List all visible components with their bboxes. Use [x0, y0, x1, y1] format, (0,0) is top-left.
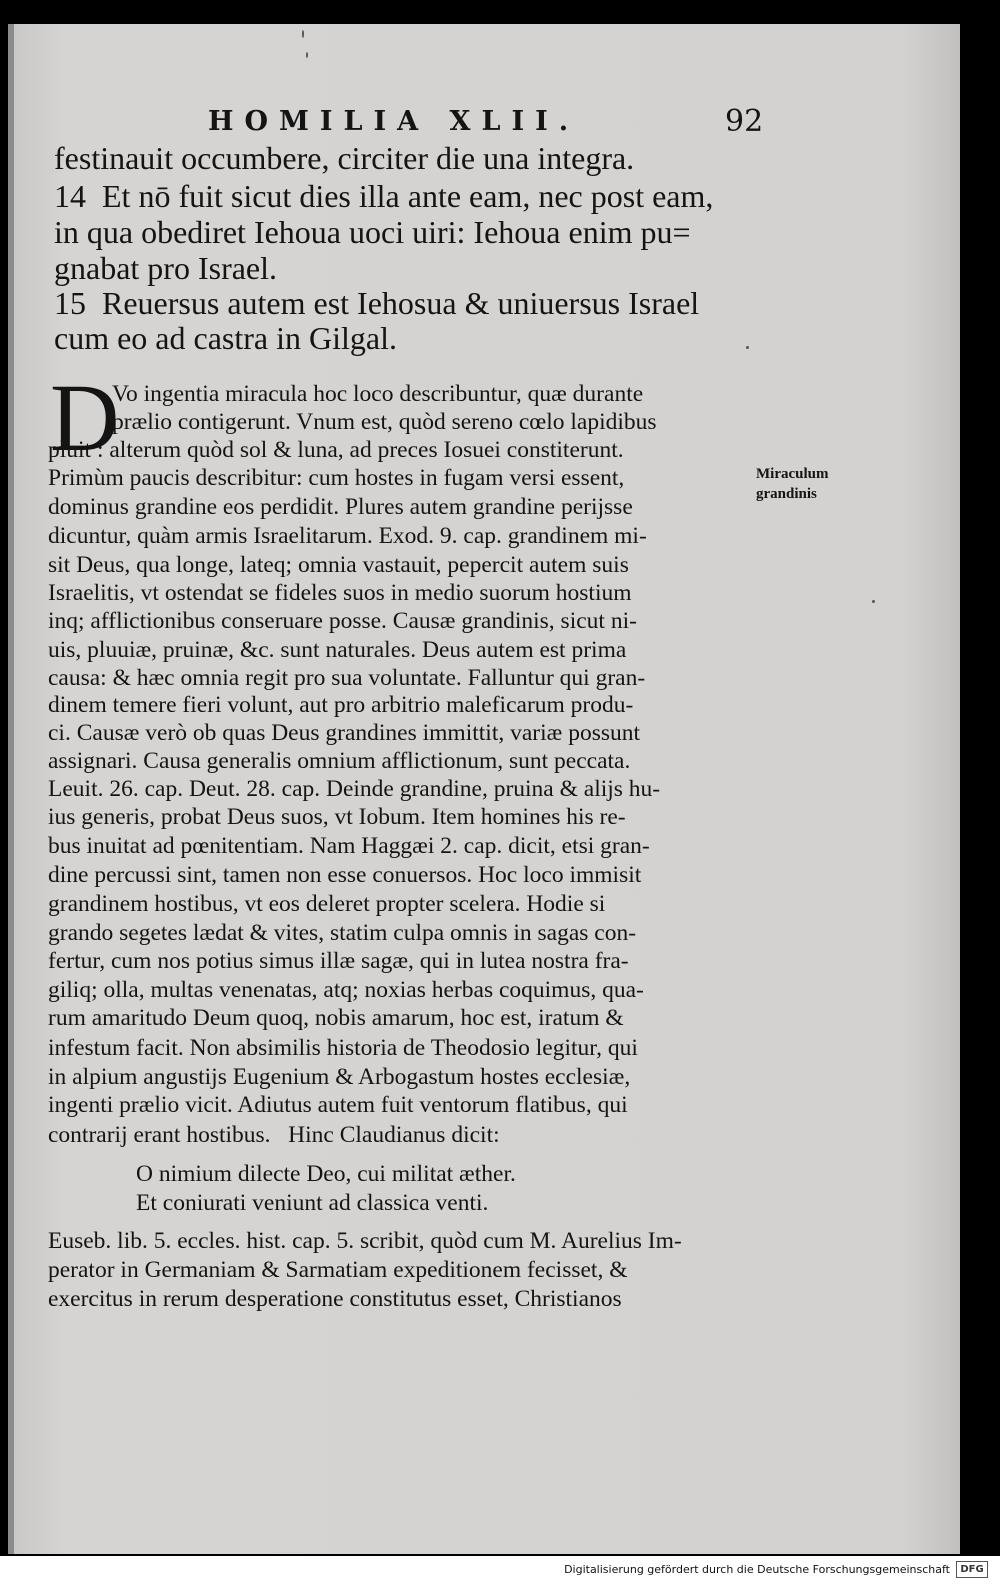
- body-line: grandinem hostibus, vt eos deleret propter scelera. Hodie si: [48, 891, 606, 917]
- body-line: ci. Causæ verò ob quas Deus grandines immittit, variæ possunt: [48, 720, 641, 746]
- body-line: Leuit. 26. cap. Deut. 28. cap. Deinde grandine, pruina & alijs hu-: [48, 776, 661, 802]
- verse-line: gnabat pro Israel.: [54, 250, 278, 286]
- body-line: pluit : alterum quòd sol & luna, ad preces Iosuei constiterunt.: [48, 437, 624, 463]
- ink-speck: [306, 52, 308, 58]
- body-line: grando segetes lædat & vites, statim culpa omnis in sagas con-: [48, 920, 637, 946]
- verse-line: 14 Et nō fuit sicut dies illa ante eam, nec post eam,: [54, 178, 714, 214]
- body-line: giliq; olla, multas venenatas, atq; noxias herbas coquimus, qua-: [48, 977, 644, 1003]
- marginal-note-line: Miraculum: [756, 466, 829, 482]
- ink-speck: [302, 30, 304, 38]
- body-line: bus inuitat ad pœnitentiam. Nam Haggæi 2. cap. dicit, etsi gran-: [48, 833, 650, 859]
- verse-line: cum eo ad castra in Gilgal.: [54, 320, 397, 356]
- body-line: ius generis, probat Deus suos, vt Iobum. Item homines his re-: [48, 804, 626, 830]
- body-line: dominus grandine eos perdidit. Plures autem grandine perijsse: [48, 494, 633, 520]
- body-line: dicuntur, quàm armis Israelitarum. Exod. 9. cap. grandinem mi-: [48, 523, 647, 549]
- body-line: Israelitis, vt ostendat se fideles suos in medio suorum hostium: [48, 580, 632, 606]
- body-line: dinem temere fieri volunt, aut pro arbitrio maleficarum produ-: [48, 692, 634, 718]
- page-gutter-shadow: [8, 24, 14, 1554]
- verse-line: in qua obediret Iehoua uoci uiri: Iehoua enim pu=: [54, 214, 691, 250]
- body-line: infestum facit. Non absimilis historia de Theodosio legitur, qui: [48, 1035, 638, 1061]
- ink-speck: [746, 346, 749, 349]
- dfg-logo: DFG: [956, 1561, 988, 1578]
- body-line: contrarij erant hostibus. Hinc Claudianus dicit:: [48, 1122, 500, 1148]
- body-line: assignari. Causa generalis omnium afflictionum, sunt peccata.: [48, 748, 631, 774]
- folio-number: 92: [725, 104, 764, 139]
- body-line: uis, pluuiæ, pruinæ, &c. sunt naturales. Deus autem est prima: [48, 637, 627, 663]
- body-line: dine percussi sint, tamen non esse conuersos. Hoc loco immisit: [48, 862, 642, 888]
- footer-credit: Digitalisierung gefördert durch die Deutsche Forschungsgemeinschaft: [564, 1563, 950, 1576]
- body-line: rum amaritudo Deum quoq, nobis amarum, hoc est, iratum &: [48, 1005, 624, 1031]
- body-line: in alpium angustijs Eugenium & Arbogastum hostes ecclesiæ,: [48, 1064, 631, 1090]
- body-line: fertur, cum nos potius simus illæ sagæ, qui in lutea nostra fra-: [48, 948, 629, 974]
- body-line: prælio contigerunt. Vnum est, quòd sereno cœlo lapidibus: [112, 409, 657, 435]
- body-line: Vo ingentia miracula hoc loco describuntur, quæ durante: [112, 381, 644, 407]
- quote-line: Et coniurati veniunt ad classica venti.: [136, 1190, 489, 1216]
- body-line: exercitus in rerum desperatione constitutus esset, Christianos: [48, 1286, 622, 1312]
- verse-line: festinauit occumbere, circiter die una integra.: [54, 140, 635, 176]
- body-line: ingenti prælio vicit. Adiutus autem fuit ventorum flatibus, qui: [48, 1092, 628, 1118]
- body-line: Primùm paucis describitur: cum hostes in fugam versi essent,: [48, 465, 625, 491]
- ink-speck: [872, 600, 875, 603]
- drop-cap: D: [50, 364, 120, 471]
- quote-line: O nimium dilecte Deo, cui militat æther.: [136, 1161, 516, 1187]
- body-line: inq; afflictionibus conseruare posse. Causæ grandinis, sicut ni-: [48, 608, 637, 634]
- body-line: sit Deus, qua longe, lateq; omnia vastauit, pepercit autem suis: [48, 552, 629, 578]
- verse-line: 15 Reuersus autem est Iehosua & uniuersus Israel: [54, 285, 700, 321]
- body-line: perator in Germaniam & Sarmatiam expeditionem fecisset, &: [48, 1257, 628, 1283]
- body-line: causa: & hæc omnia regit pro sua voluntate. Falluntur qui gran-: [48, 665, 646, 691]
- marginal-note-line: grandinis: [756, 486, 817, 502]
- running-head: HOMILIA XLII.: [208, 106, 580, 137]
- body-line: Euseb. lib. 5. eccles. hist. cap. 5. scribit, quòd cum M. Aurelius Im-: [48, 1228, 682, 1254]
